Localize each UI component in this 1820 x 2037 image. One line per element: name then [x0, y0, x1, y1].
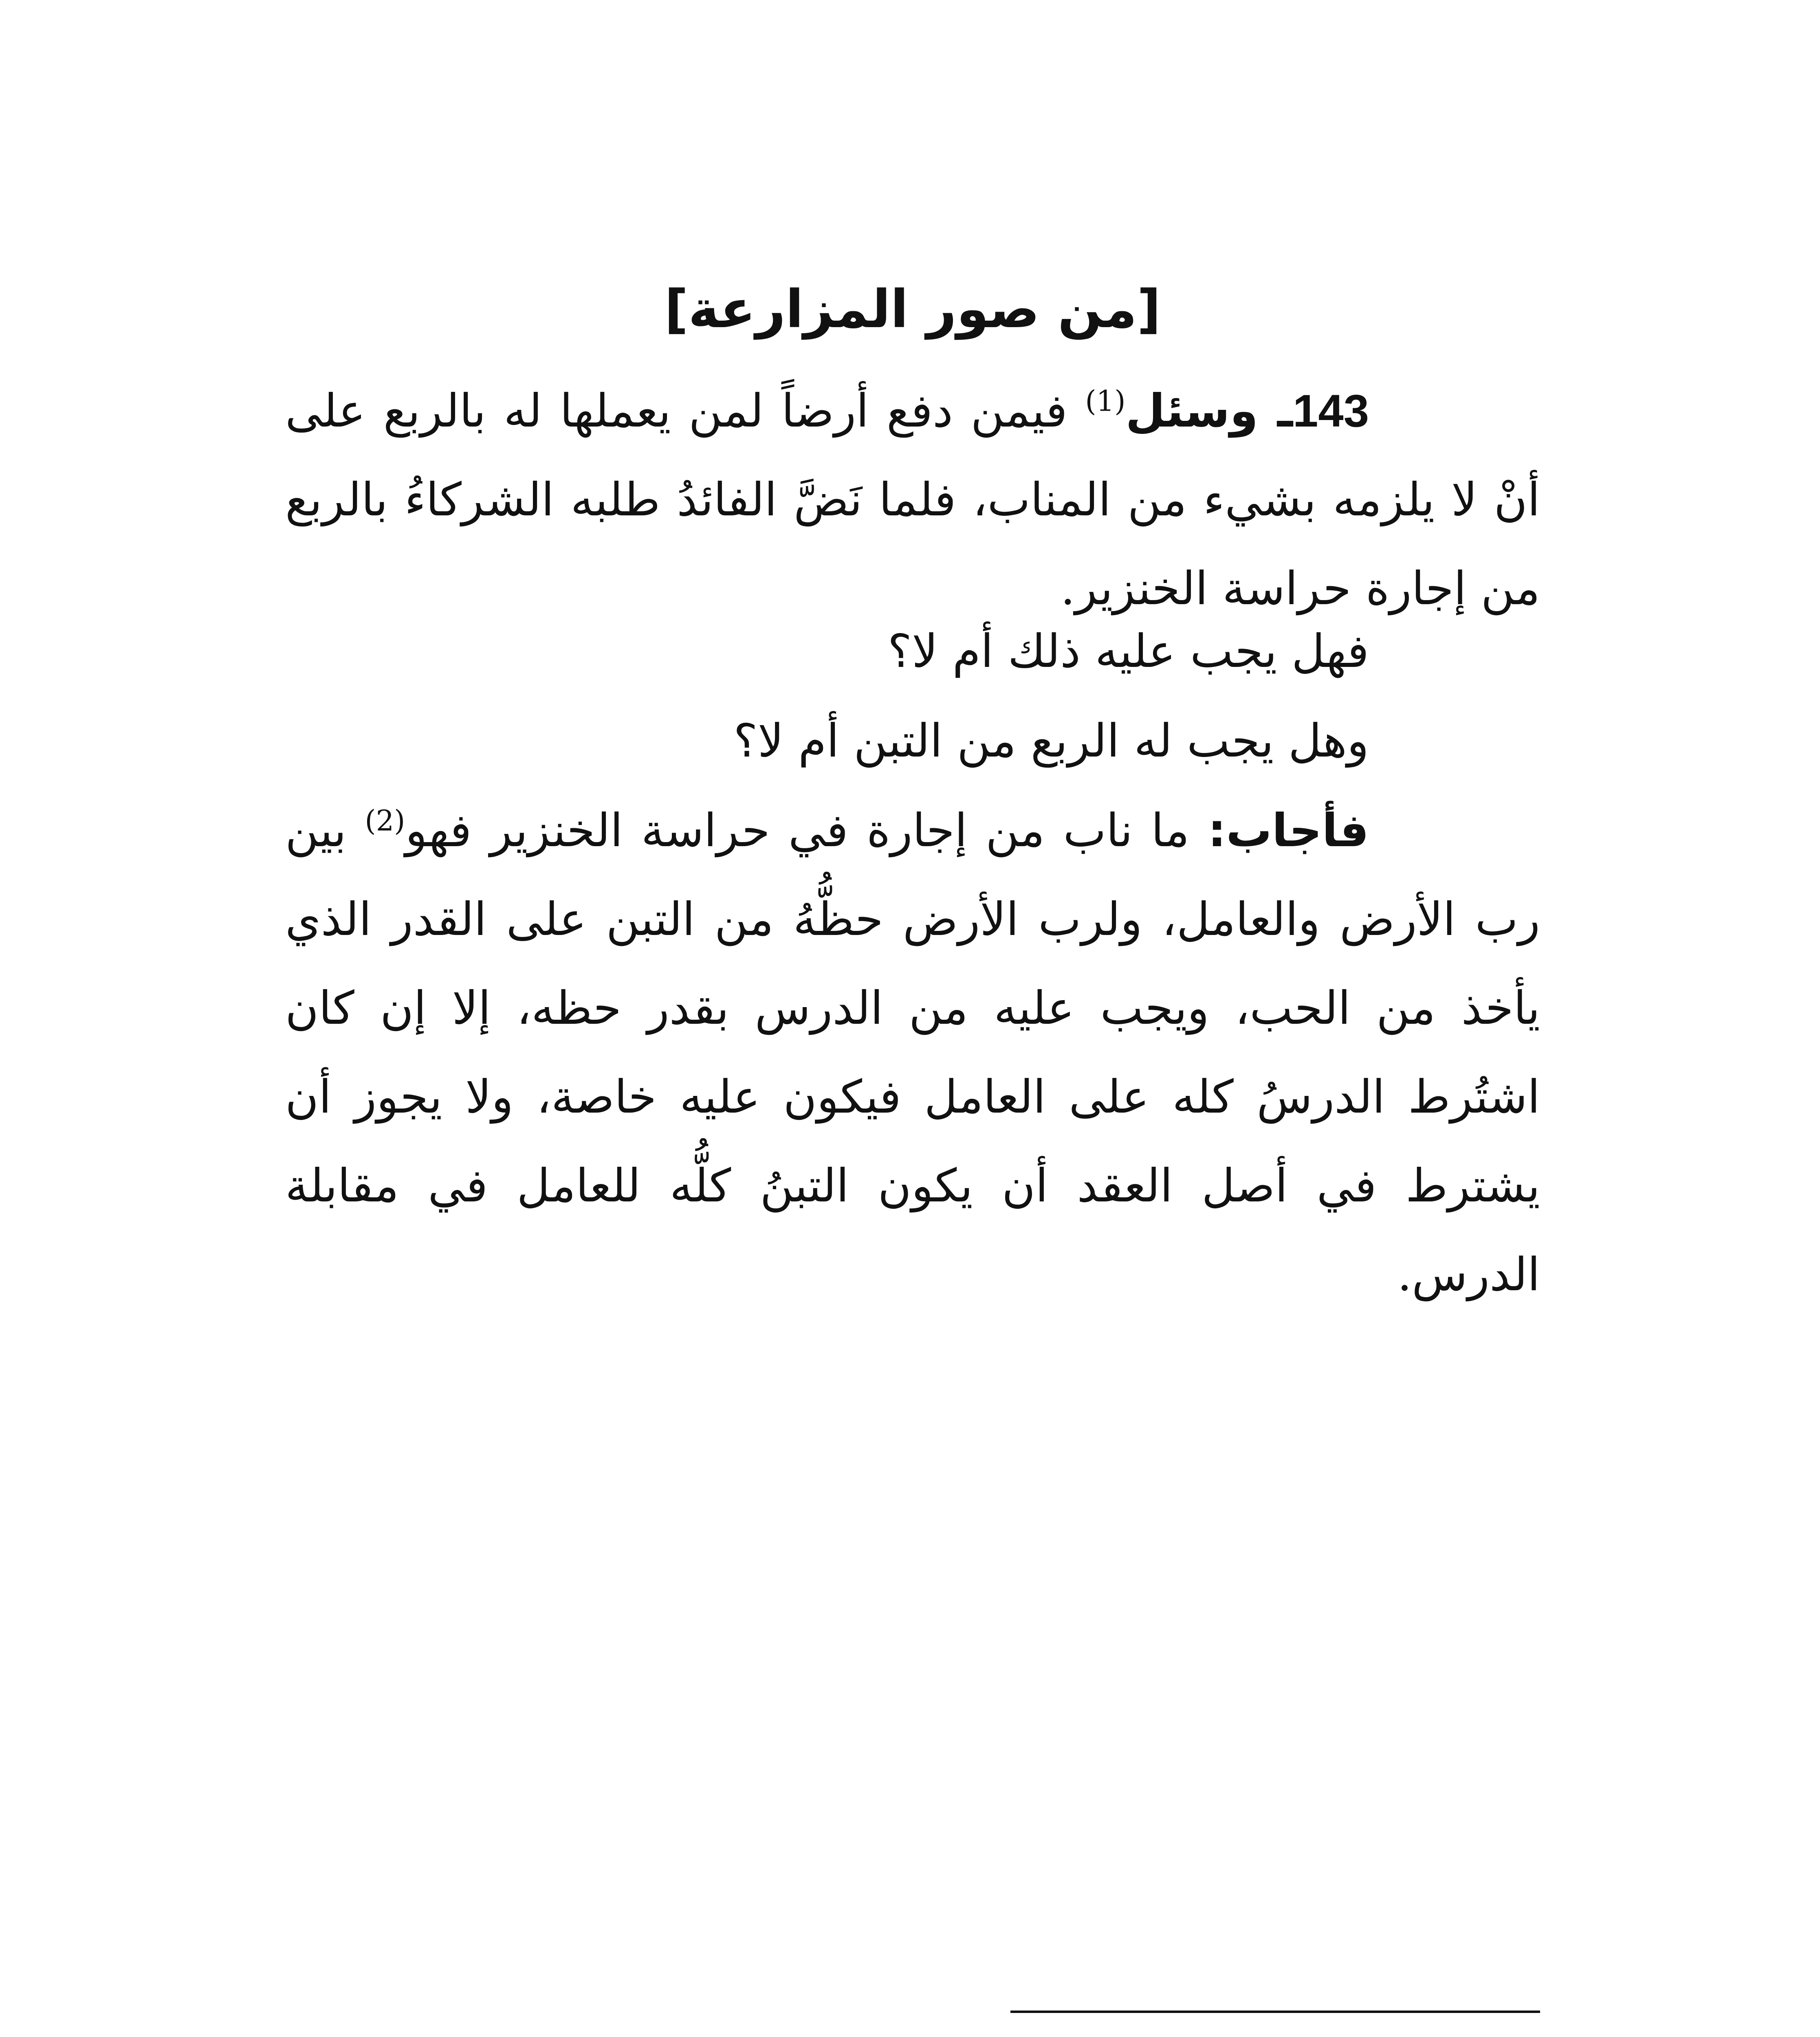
sub-question-2 — [285, 697, 1540, 785]
question-paragraph — [285, 367, 1540, 633]
sub-question-text: وهل يجب له الربع من التبن أم لا؟ — [733, 715, 1369, 768]
answer-text-part-1: ما ناب من إجارة في حراسة الخنزير فهو — [405, 804, 1208, 857]
answer-lead: فأجاب: — [1208, 804, 1369, 857]
question-text: فيمن دفع أرضاً لمن يعملها له بالربع على أنْ لا يلزمه بشيء من المناب، فلما نَضَّ الفائدُ طلبه الشركاءُ بالربع من إجارة حراسة الخنزير. — [285, 385, 1541, 615]
sub-question-text: فهل يجب عليه ذلك أم لا؟ — [887, 625, 1369, 678]
answer-text-part-2: بين رب الأرض والعامل، ولرب الأرض حظُّهُ من التبن على القدر الذي يأخذ من الحب، ويجب عليه من الدرس بقدر حظه، إلا إن كان اشتُرط الدرسُ كله على العامل فيكون عليه خاصة، ولا يجوز أن يشترط في أصل العقد أن يكون التبنُ كلُّه للعامل في مقابلة الدرس. — [285, 804, 1541, 1301]
question-number: 143 — [1293, 385, 1369, 436]
sub-question-1 — [285, 607, 1540, 696]
footnote-ref-1: (1) — [1085, 384, 1126, 418]
section-heading: [من صور المزارعة] — [664, 279, 1161, 340]
question-lead: ـ وسئل — [1125, 385, 1293, 438]
footnote-separator — [1010, 2011, 1540, 2013]
answer-paragraph — [285, 786, 1540, 1319]
footnote-ref-2: (2) — [365, 804, 405, 838]
